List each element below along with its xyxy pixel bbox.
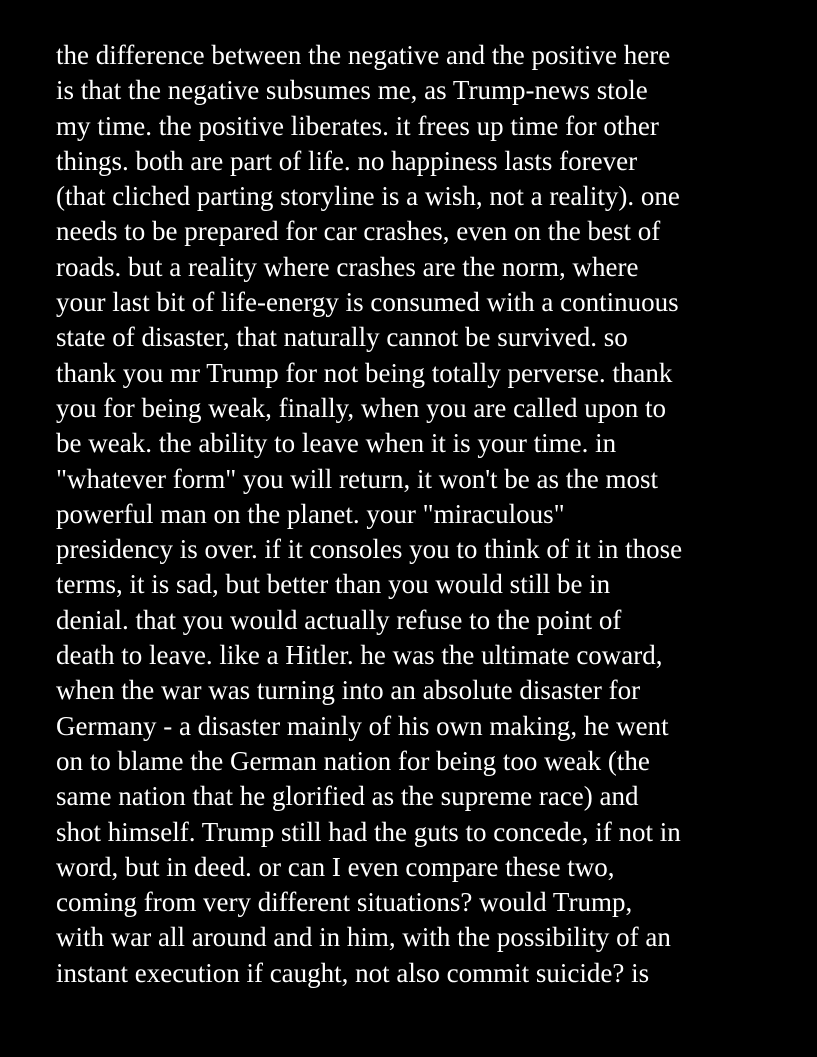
text-line: needs to be prepared for car crashes, even on the best of [56, 216, 661, 247]
text-line: coming from very different situations? would Trump, [56, 887, 633, 918]
text-line: your last bit of life-energy is consumed with a continuous [56, 287, 679, 318]
text-line: instant execution if caught, not also commit suicide? is [56, 957, 650, 988]
text-line: presidency is over. if it consoles you to think of it in those [56, 534, 683, 565]
text-line: death to leave. like a Hitler. he was the ultimate coward, [56, 640, 663, 671]
text-line: (that cliched parting storyline is a wish, not a reality). one [56, 181, 680, 212]
text-line: powerful man on the planet. your "miraculous" [56, 498, 565, 529]
text-line: the difference between the negative and the positive here [56, 40, 671, 70]
text-line: my time. the positive liberates. it frees up time for other [56, 110, 659, 141]
text-line: roads. but a reality where crashes are the norm, where [56, 251, 639, 282]
text-line: word, but in deed. or can I even compare these two, [56, 851, 615, 882]
text-line: thank you mr Trump for not being totally perverse. thank [56, 357, 673, 388]
text-line: state of disaster, that naturally cannot be survived. so [56, 322, 628, 353]
text-line: with war all around and in him, with the possibility of an [56, 922, 671, 953]
text-line: you for being weak, finally, when you are called upon to [56, 392, 667, 423]
text-line: denial. that you would actually refuse to the point of [56, 604, 622, 635]
text-line: same nation that he glorified as the supreme race) and [56, 781, 639, 812]
text-line: "whatever form" you will return, it won't be as the most [56, 463, 659, 494]
text-line: terms, it is sad, but better than you would still be in [56, 569, 611, 600]
text-line: on to blame the German nation for being too weak (the [56, 745, 650, 776]
text-line: when the war was turning into an absolute disaster for [56, 675, 641, 706]
text-line: things. both are part of life. no happiness lasts forever [56, 145, 638, 176]
text-line: is that the negative subsumes me, as Trump-news stole [56, 75, 648, 106]
text-line: Germany - a disaster mainly of his own making, he went [56, 710, 669, 741]
body-text [56, 38, 796, 991]
text-line: shot himself. Trump still had the guts to concede, if not in [56, 816, 681, 847]
text-line: be weak. the ability to leave when it is your time. in [56, 428, 617, 459]
